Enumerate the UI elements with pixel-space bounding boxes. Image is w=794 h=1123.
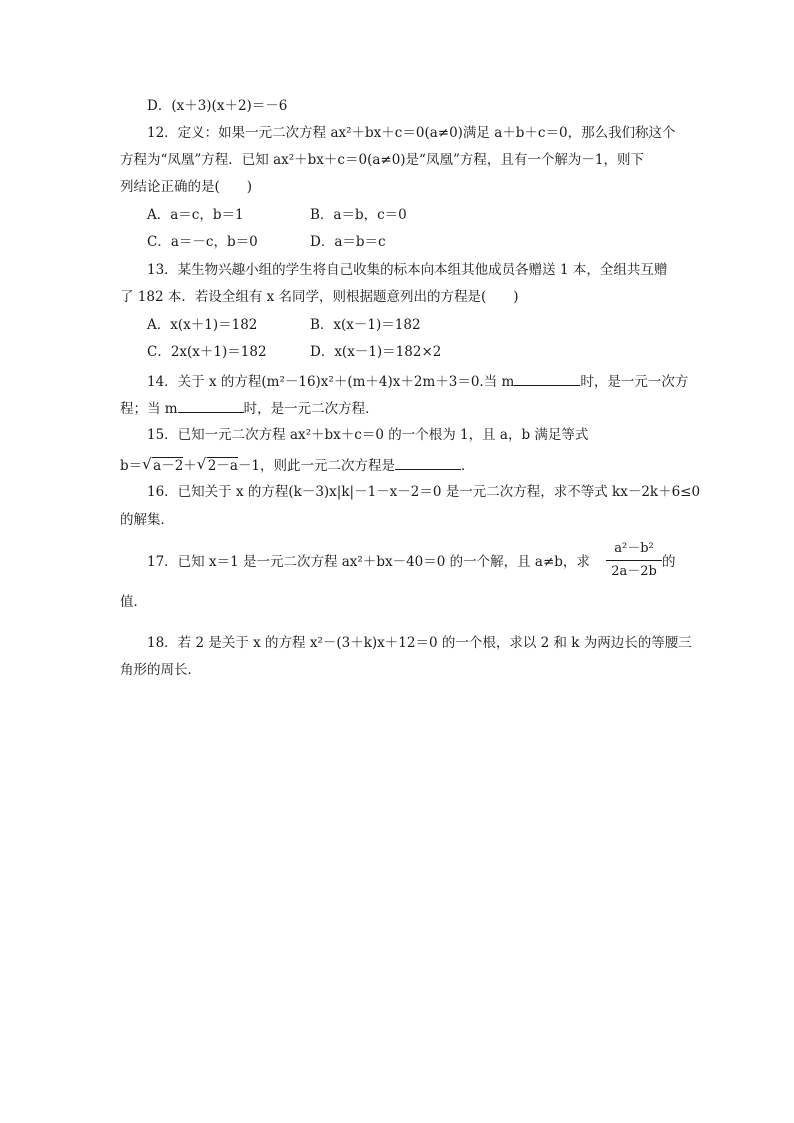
q12-stem-line3: 列结论正确的是( ) — [120, 179, 253, 195]
q18-stem-line1: 18．若 2 是关于 x 的方程 x²－(3＋k)x＋12＝0 的一个根，求以 2 和 k 为两边长的等腰三 — [147, 635, 692, 651]
q13-option-b: B．x(x－1)＝182 — [310, 317, 421, 333]
q14-stem-line1 — [147, 371, 688, 391]
q14-blank-1 — [514, 371, 580, 386]
q15-stem-line2 — [120, 455, 475, 475]
q12-option-b: B．a＝b，c＝0 — [310, 207, 407, 223]
q14-stem-line2 — [120, 398, 379, 418]
q12-option-d: D．a＝b＝c — [310, 234, 386, 250]
q12-stem-line1: 12．定义：如果一元二次方程 ax²＋bx＋c＝0(a≠0)满足 a＋b＋c＝0，那么我们称这个 — [147, 125, 676, 141]
q15-plus: ＋ — [183, 458, 197, 474]
q16-stem-line2: 的解集． — [120, 512, 174, 528]
q15-blank — [395, 455, 461, 470]
q15-sqrt-1: √ a－2 — [142, 455, 184, 474]
q17-tail: 的 — [662, 554, 676, 570]
q14-blank-2 — [178, 398, 244, 413]
q14-text-c: 程；当 m — [120, 401, 178, 417]
q14-text-a: 14．关于 x 的方程(m²－16)x²＋(m＋4)x＋2m＋3＝0.当 m — [147, 374, 515, 390]
q13-option-c: C．2x(x＋1)＝182 — [147, 344, 267, 360]
q13-option-a: A．x(x＋1)＝182 — [147, 317, 258, 333]
q17-numerator: a²－b² — [614, 541, 654, 556]
q15-text-c: ． — [461, 458, 475, 474]
q17-fraction — [606, 540, 662, 581]
q15-stem-line1: 15．已知一元二次方程 ax²＋bx＋c＝0 的一个根为 1，且 a，b 满足等式 — [147, 427, 589, 443]
q11-option-d: D．(x＋3)(x＋2)＝－6 — [147, 98, 288, 114]
q16-stem-line1: 16．已知关于 x 的方程(k－3)x|k|－1－x－2＝0 是一元二次方程，求不等式 kx－2k＋6≤0 — [147, 484, 701, 500]
q15-sqrt-2: √ 2－a — [196, 455, 238, 474]
radical-icon: √ — [142, 455, 152, 473]
q18-stem-line2: 角形的周长． — [120, 662, 201, 678]
q13-stem-line1: 13．某生物兴趣小组的学生将自己收集的标本向本组其他成员各赠送 1 本，全组共互赠 — [147, 262, 668, 278]
q17-stem-line1: 17．已知 x＝1 是一元二次方程 ax²＋bx－40＝0 的一个解，且 a≠b，求 — [147, 554, 590, 570]
q12-option-a: A．a＝c，b＝1 — [147, 207, 244, 223]
q17-denominator: 2a－2b — [611, 564, 657, 579]
q17-stem-line2: 值． — [120, 594, 147, 610]
q15-b-equals: b＝ — [120, 458, 143, 474]
fraction-bar — [606, 560, 662, 561]
q13-option-d: D．x(x－1)＝182×2 — [310, 344, 442, 360]
q15-text-b: －1，则此一元二次方程是 — [237, 458, 396, 474]
radical-icon: √ — [196, 455, 207, 473]
q13-stem-line2: 了 182 本．若设全组有 x 名同学，则根据题意列出的方程是( ) — [120, 289, 519, 305]
q14-text-b: 时，是一元一次方 — [580, 374, 689, 390]
q12-option-c: C．a＝－c，b＝0 — [147, 234, 258, 250]
q12-stem-line2: 方程为“凤凰”方程．已知 ax²＋bx＋c＝0(a≠0)是“凤凰”方程，且有一个解为－1，则下 — [120, 152, 644, 168]
q14-text-d: 时，是一元二次方程． — [243, 401, 379, 417]
